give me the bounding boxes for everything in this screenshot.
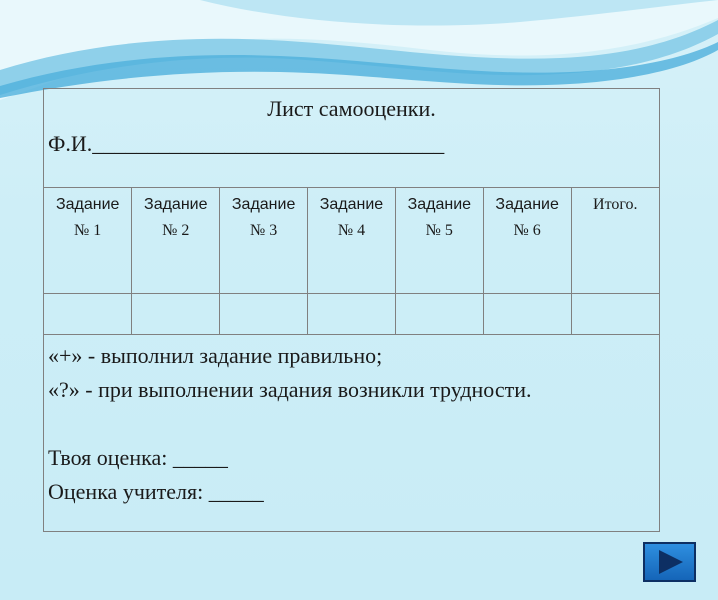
task-2-header: Задание № 2 (132, 188, 220, 293)
task-1-cell[interactable] (44, 293, 132, 334)
task-5-cell[interactable] (395, 293, 483, 334)
task-4-header: Задание № 4 (308, 188, 396, 293)
total-cell[interactable] (571, 293, 659, 334)
task-1-header: Задание № 1 (44, 188, 132, 293)
task-2-cell[interactable] (132, 293, 220, 334)
teacher-grade-line: Оценка учителя: _____ (48, 479, 264, 504)
tasks-header-row (44, 188, 659, 293)
self-assessment-sheet (43, 88, 660, 532)
task-6-header: Задание № 6 (483, 188, 571, 293)
task-6-cell[interactable] (483, 293, 571, 334)
task-4-cell[interactable] (308, 293, 396, 334)
tasks-table (44, 188, 659, 335)
tasks-answer-row (44, 293, 659, 334)
legend-block (48, 339, 532, 509)
legend-question: «?» - при выполнении задания возникли трудности. (48, 377, 532, 402)
next-slide-button[interactable] (643, 542, 696, 582)
task-3-cell[interactable] (220, 293, 308, 334)
total-header: Итого. (571, 188, 659, 293)
own-grade-line: Твоя оценка: _____ (48, 445, 228, 470)
sheet-title: Лист самооценки. (267, 96, 436, 121)
task-3-header: Задание № 3 (220, 188, 308, 293)
legend-spacer (48, 407, 532, 441)
legend-plus: «+» - выполнил задание правильно; (48, 343, 383, 368)
task-5-header: Задание № 5 (395, 188, 483, 293)
name-field-line: Ф.И.________________________________ (48, 131, 445, 156)
sheet-header (44, 89, 659, 188)
play-right-arrow-icon (645, 544, 694, 580)
